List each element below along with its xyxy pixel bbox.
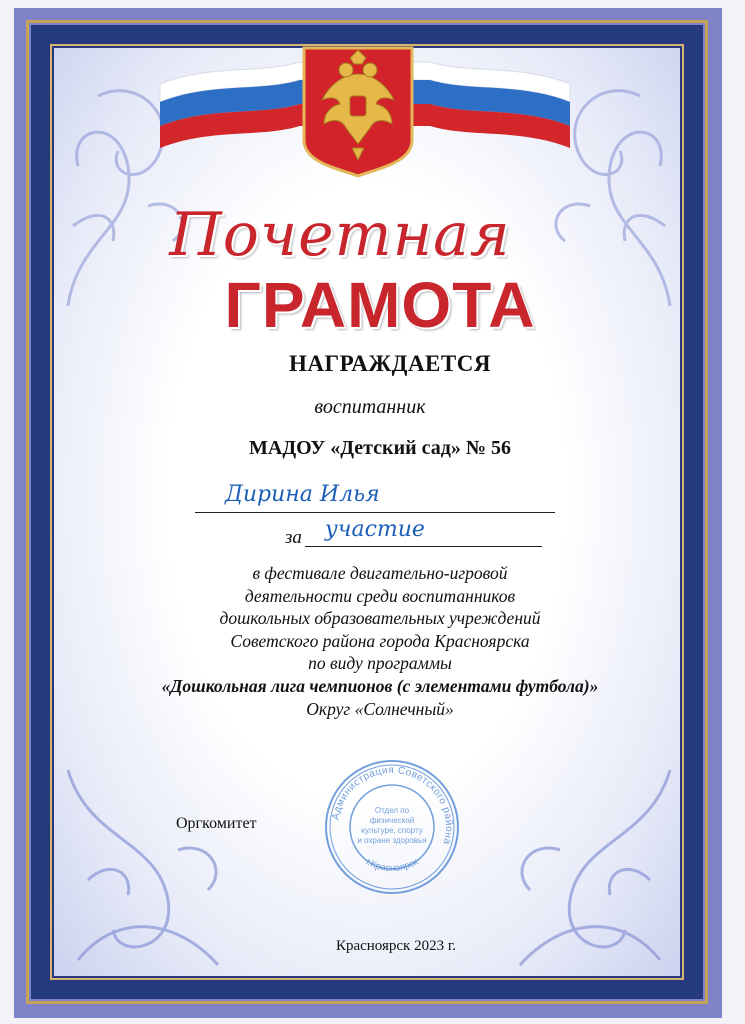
ornament-bottom-left [58,760,238,972]
for-underline [305,546,542,547]
official-stamp-icon [322,757,462,897]
description-line: в фестивале двигательно-игровой [252,563,508,583]
stamp-center-line: культуре, спорту [361,826,423,835]
title-script: Почетная [169,200,511,270]
title-main: ГРАМОТА [224,269,536,341]
stamp-bottom-text: г.Красноярск [363,856,420,875]
description-line: дошкольных образовательных учреждений [219,608,541,629]
awarded-heading: НАГРАЖДАЕТСЯ [289,351,491,376]
for-label: за [285,527,302,548]
for-value-handwritten: участие [325,517,425,542]
stamp-center-line: и охране здоровья [357,836,427,845]
organization-name: МАДОУ «Детский сад» № 56 [249,437,511,459]
recipient-type: воспитанник [314,396,426,418]
description-line: по виду программы [308,653,452,674]
city-year: Красноярск 2023 г. [335,938,457,954]
stamp-center-line: Отдел по [374,806,410,815]
name-underline [195,512,555,513]
district-name: Округ «Солнечный» [306,698,454,719]
committee-label: Оргкомитет [176,815,257,832]
stamp-ring-text: Администрация Советского района [330,764,455,846]
coat-of-arms-icon [300,44,416,178]
description-line: деятельности среди воспитанников [244,585,516,606]
program-name: «Дошкольная лига чемпионов (с элементами футбола)» [161,675,599,696]
recipient-name-handwritten: Дирина Илья [225,482,380,507]
ornament-bottom-right [500,760,680,972]
award-description [100,562,660,720]
description-line: Советского района города Красноярска [230,630,530,651]
stamp-center-line: физической [369,816,415,825]
svg-text:г.Красноярск [364,856,421,874]
